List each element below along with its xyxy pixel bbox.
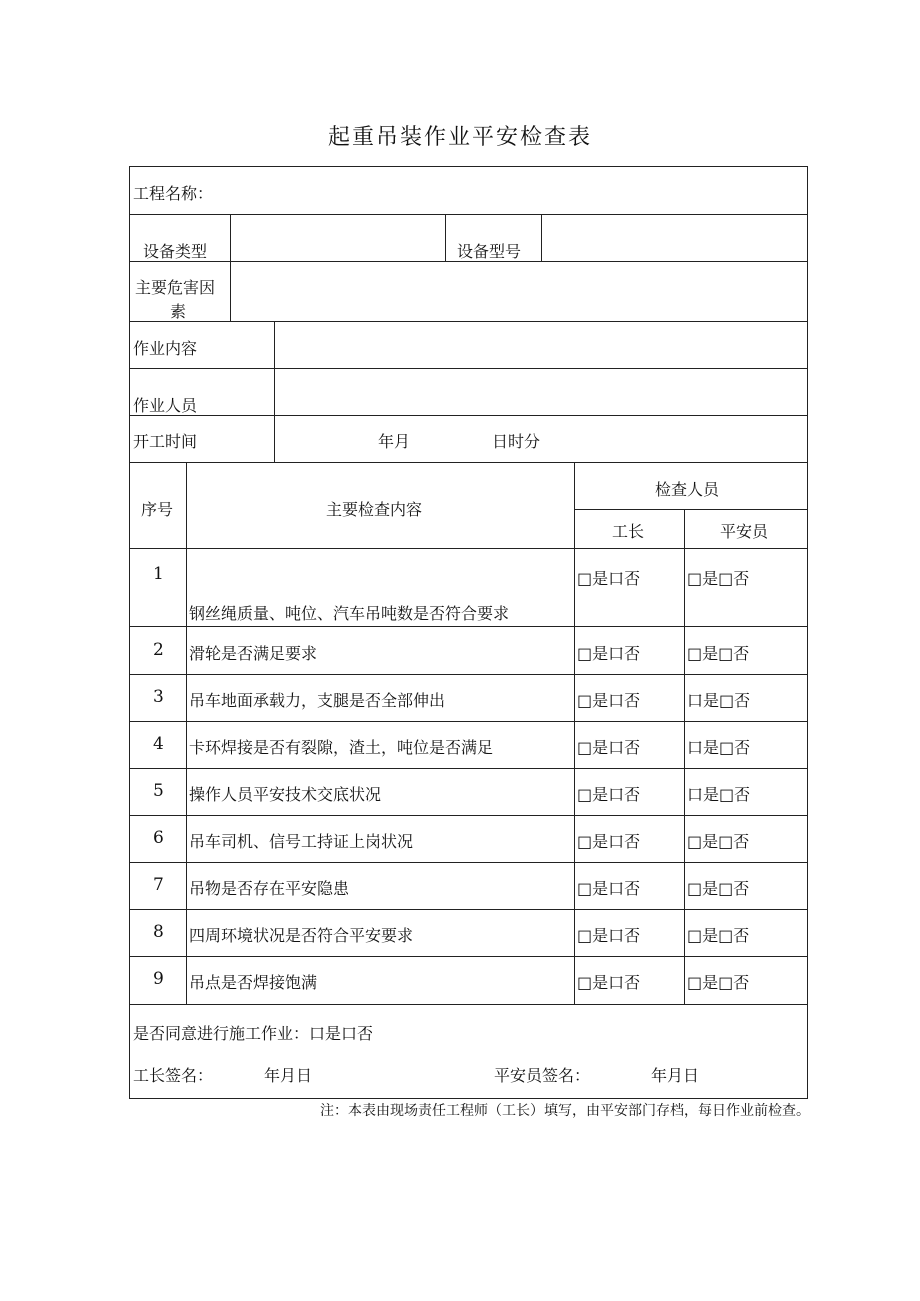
col-foreman-header: 工长 — [612, 522, 645, 541]
divider — [129, 815, 808, 816]
safety-check[interactable]: □是□否 — [687, 644, 750, 663]
row-number: 1 — [153, 564, 164, 584]
safety-check[interactable]: □是□否 — [687, 832, 750, 851]
divider — [129, 909, 808, 910]
row-number: 6 — [153, 828, 164, 848]
divider — [574, 509, 808, 510]
divider — [541, 214, 542, 261]
divider — [129, 674, 808, 675]
divider — [186, 462, 187, 1004]
divider — [129, 548, 808, 549]
foreman-check[interactable]: □是口否 — [577, 832, 641, 851]
foreman-check[interactable]: □是口否 — [577, 569, 641, 588]
hazard-label: 主要危害因 — [135, 278, 216, 297]
start-time-label: 开工时间 — [133, 432, 198, 451]
check-item: 吊车地面承载力，支腿是否全部伸出 — [189, 691, 446, 710]
hazard-label-cont: 素 — [170, 302, 187, 321]
workers-label: 作业人员 — [133, 396, 198, 415]
agree-to-proceed[interactable]: 是否同意进行施工作业：口是口否 — [133, 1024, 374, 1043]
divider — [230, 214, 231, 321]
col-seq-header: 序号 — [141, 500, 174, 519]
foreman-check[interactable]: □是口否 — [577, 644, 641, 663]
page-title: 起重吊装作业平安检查表 — [327, 125, 592, 150]
start-time-dhm: 日时分 — [492, 432, 541, 451]
device-type-label: 设备类型 — [143, 242, 208, 261]
device-model-label: 设备型号 — [457, 242, 522, 261]
foreman-check[interactable]: □是口否 — [577, 879, 641, 898]
check-item: 滑轮是否满足要求 — [189, 644, 318, 663]
row-number: 4 — [153, 734, 164, 754]
divider — [129, 321, 808, 322]
foreman-check[interactable]: □是口否 — [577, 738, 641, 757]
divider — [129, 1004, 808, 1005]
foreman-check[interactable]: □是口否 — [577, 926, 641, 945]
foreman-check[interactable]: □是口否 — [577, 973, 641, 992]
check-item: 吊物是否存在平安隐患 — [189, 879, 350, 898]
work-content-label: 作业内容 — [133, 339, 198, 358]
row-number: 9 — [153, 969, 164, 989]
row-number: 3 — [153, 687, 164, 707]
row-number: 7 — [153, 875, 164, 895]
foreman-check[interactable]: □是口否 — [577, 691, 641, 710]
divider — [129, 462, 808, 463]
divider — [574, 462, 575, 1004]
row-number: 8 — [153, 922, 164, 942]
col-inspectors-header: 检查人员 — [655, 480, 720, 499]
foreman-check[interactable]: □是口否 — [577, 785, 641, 804]
divider — [129, 768, 808, 769]
divider — [129, 368, 808, 369]
check-item: 操作人员平安技术交底状况 — [189, 785, 382, 804]
divider — [129, 721, 808, 722]
check-item: 四周环境状况是否符合平安要求 — [189, 926, 414, 945]
divider — [684, 509, 685, 1004]
divider — [129, 862, 808, 863]
safety-check[interactable]: □是□否 — [687, 569, 750, 588]
foreman-signature-label: 工长签名： — [133, 1066, 214, 1085]
check-item: 吊点是否焊接饱满 — [189, 973, 318, 992]
safety-signature-date: 年月日 — [651, 1066, 700, 1085]
divider — [274, 321, 275, 462]
check-item: 钢丝绳质量、吨位、汽车吊吨数是否符合要求 — [189, 604, 510, 623]
footnote: 注：本表由现场责任工程师（工长）填写，由平安部门存档，每日作业前检查。 — [320, 1103, 810, 1119]
start-time-ym: 年月 — [378, 432, 411, 451]
check-item: 卡环焊接是否有裂隙，渣土，吨位是否满足 — [189, 738, 494, 757]
safety-check[interactable]: 口是□否 — [687, 785, 751, 804]
safety-check[interactable]: 口是□否 — [687, 738, 751, 757]
safety-signature-label: 平安员签名： — [494, 1066, 591, 1085]
col-content-header: 主要检查内容 — [326, 500, 423, 519]
foreman-signature-date: 年月日 — [264, 1066, 313, 1085]
safety-check[interactable]: 口是□否 — [687, 691, 751, 710]
divider — [129, 415, 808, 416]
col-safety-header: 平安员 — [720, 522, 769, 541]
row-number: 5 — [153, 781, 164, 801]
safety-check[interactable]: □是□否 — [687, 973, 750, 992]
divider — [129, 626, 808, 627]
check-item: 吊车司机、信号工持证上岗状况 — [189, 832, 414, 851]
project-name-label: 工程名称： — [133, 184, 214, 203]
safety-check[interactable]: □是□否 — [687, 879, 750, 898]
row-number: 2 — [153, 640, 164, 660]
divider — [445, 214, 446, 261]
safety-check[interactable]: □是□否 — [687, 926, 750, 945]
divider — [129, 956, 808, 957]
